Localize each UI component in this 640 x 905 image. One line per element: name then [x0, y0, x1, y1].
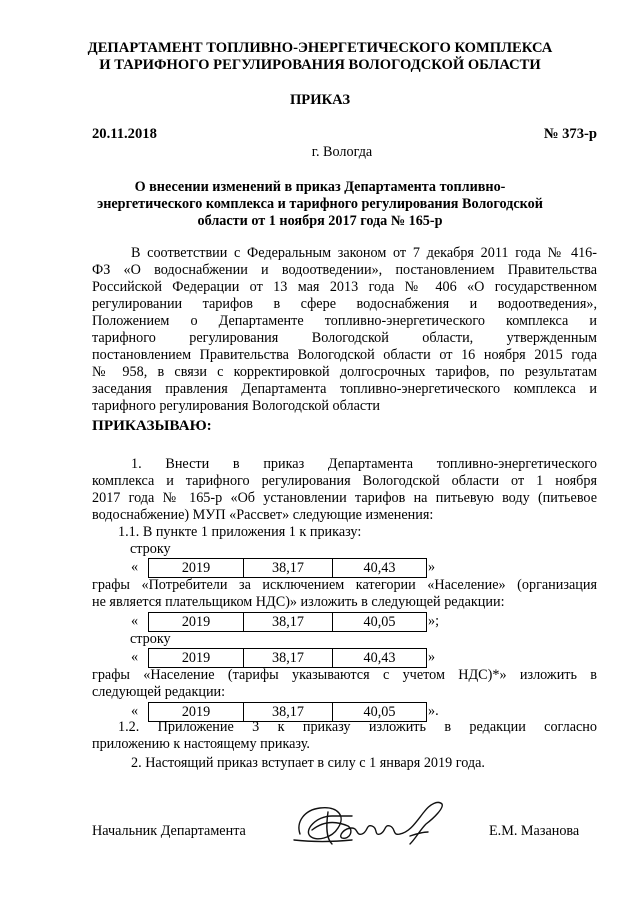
preamble-line: № 958, в связи с корректировкой долгосрочных тарифов, по результатам [92, 364, 597, 380]
value-cell: 38,17 [244, 613, 333, 632]
year-cell: 2019 [149, 559, 244, 578]
doc-type: ПРИКАЗ [289, 92, 351, 108]
preamble-line: тарифного регулирования Вологодской области [92, 398, 380, 414]
title-line2: энергетического комплекса и тарифного регулирования Вологодской [97, 196, 543, 212]
item1-2-line: приложению к настоящему приказу. [92, 736, 310, 752]
signatory-name: Е.М. Мазанова [489, 823, 580, 839]
value-cell: 38,17 [244, 559, 333, 578]
order-word: ПРИКАЗЫВАЮ: [92, 417, 212, 434]
value-cell: 38,17 [244, 703, 333, 722]
title-line3: области от 1 ноября 2017 года № 165-р [197, 213, 443, 229]
quote-open: « [131, 559, 139, 575]
item1-line: водоснабжение) МУП «Рассвет» следующие изменения: [92, 507, 434, 523]
preamble-line: постановлением Правительства Вологодской области от 16 ноября 2015 года [92, 347, 597, 363]
signature-image [292, 792, 472, 857]
doc-date: 20.11.2018 [92, 126, 157, 142]
graph2-line: следующей редакции: [92, 684, 226, 700]
item2: 2. Настоящий приказ вступает в силу с 1 января 2019 года. [131, 755, 485, 771]
preamble-line: Положением о Департаменте топливно-энергетического комплекса и [92, 313, 597, 329]
value-cell: 40,05 [333, 703, 427, 722]
tariff-row [148, 612, 427, 632]
quote-close: » [428, 649, 436, 665]
preamble-line: заседания правления Департамента топливно-энергетического комплекса и [92, 381, 597, 397]
preamble-line: ФЗ «О водоснабжении и водоотведении», постановлением Правительства [92, 262, 597, 278]
stroku-label: строку [130, 541, 171, 557]
year-cell: 2019 [149, 613, 244, 632]
quote-close: »; [428, 613, 440, 629]
preamble-line: Российской Федерации от 13 мая 2013 года № 406 «О государственном [92, 279, 597, 295]
year-cell: 2019 [149, 649, 244, 668]
tariff-row [148, 648, 427, 668]
item1-2-line: 1.2. Приложение 3 к приказу изложить в редакции согласно [118, 719, 597, 735]
item1-line: 1. Внести в приказ Департамента топливно-энергетического [131, 456, 597, 472]
quote-close: ». [428, 703, 439, 719]
graph2-line: графы «Население (тарифы указываются с учетом НДС)*» изложить в [92, 667, 597, 683]
year-cell: 2019 [149, 703, 244, 722]
title-line1: О внесении изменений в приказ Департамента топливно- [134, 179, 506, 195]
preamble-line: регулировании тарифов в сфере водоснабжения и водоотведения», [92, 296, 597, 312]
value-cell: 38,17 [244, 649, 333, 668]
doc-number: № 373-р [543, 126, 597, 142]
org-name-line1: ДЕПАРТАМЕНТ ТОПЛИВНО-ЭНЕРГЕТИЧЕСКОГО КОМПЛЕКСА [87, 40, 553, 56]
doc-city: г. Вологда [311, 144, 373, 160]
signatory-position: Начальник Департамента [92, 823, 246, 839]
quote-open: « [131, 613, 139, 629]
org-name-line2: И ТАРИФНОГО РЕГУЛИРОВАНИЯ ВОЛОГОДСКОЙ ОБЛАСТИ [99, 57, 541, 73]
item1-line: 2017 года № 165-р «Об установлении тарифов на питьевую воду (питьевое [92, 490, 597, 506]
preamble-line: тарифного регулирования Вологодской области, утвержденным [92, 330, 597, 346]
quote-open: « [131, 703, 139, 719]
quote-close: » [428, 559, 436, 575]
value-cell: 40,43 [333, 559, 427, 578]
graph1-line: не является плательщиком НДС)» изложить в следующей редакции: [92, 594, 505, 610]
item1-1: 1.1. В пункте 1 приложения 1 к приказу: [118, 524, 362, 540]
value-cell: 40,43 [333, 649, 427, 668]
preamble-line: В соответствии с Федеральным законом от 7 декабря 2011 года № 416- [131, 245, 597, 261]
value-cell: 40,05 [333, 613, 427, 632]
item1-line: комплекса и тарифного регулирования Вологодской области от 1 ноября [92, 473, 597, 489]
quote-open: « [131, 649, 139, 665]
graph1-line: графы «Потребители за исключением категории «Население» (организация [92, 577, 597, 593]
tariff-row [148, 558, 427, 578]
stroku-label: строку [130, 631, 171, 647]
